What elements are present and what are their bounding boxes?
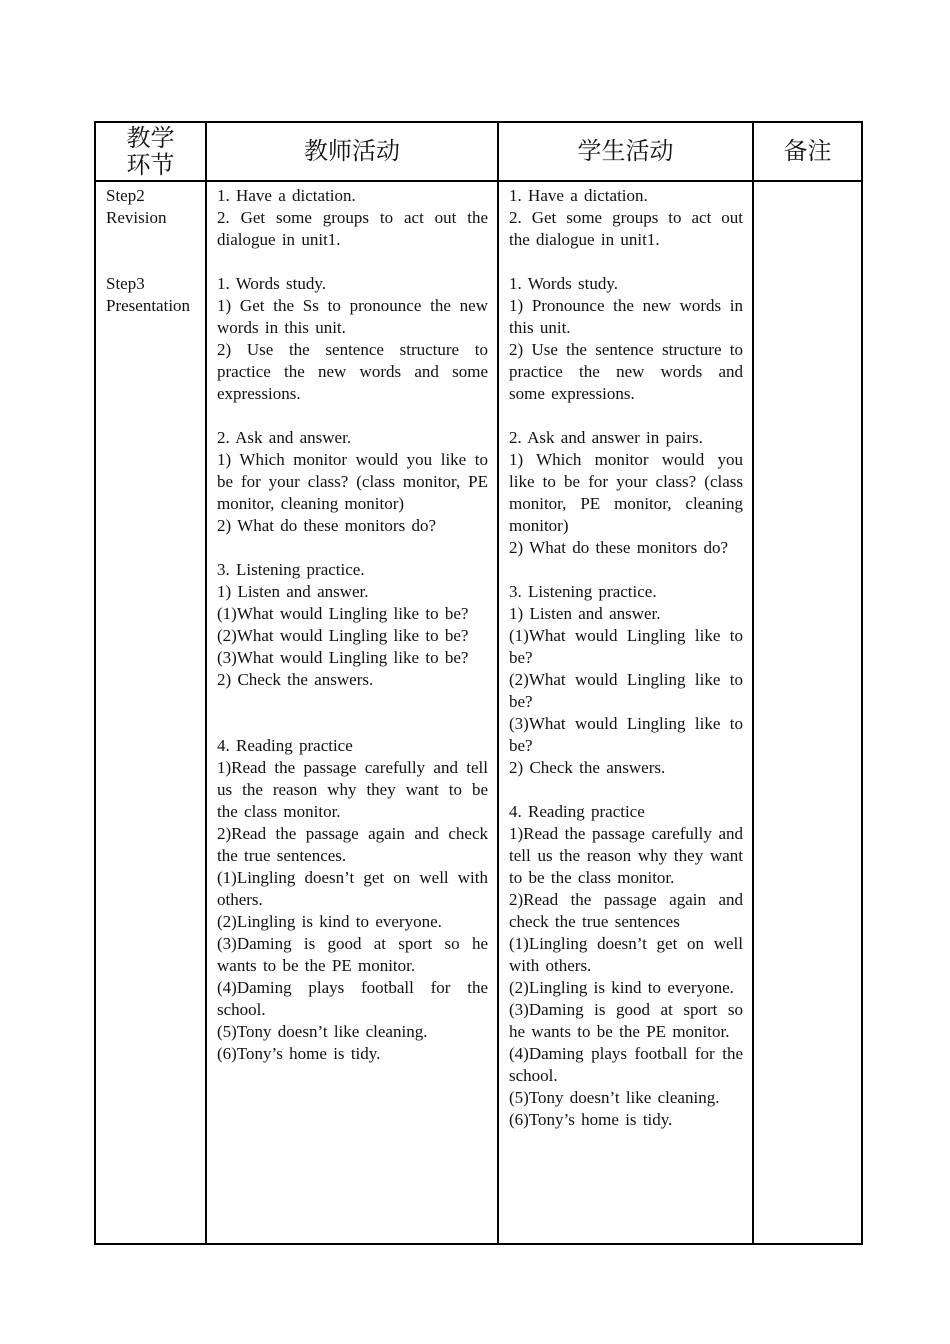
stage-step-label: Step2 bbox=[106, 186, 145, 205]
activity-section bbox=[217, 735, 488, 1065]
activity-line: 1. Have a dictation. bbox=[217, 186, 356, 205]
notes-cell bbox=[753, 181, 862, 1244]
teacher-activities-cell bbox=[206, 181, 498, 1244]
activity-line: 2. Ask and answer in pairs. bbox=[509, 428, 703, 447]
activity-line: 3. Listening practice. bbox=[217, 560, 365, 579]
activity-line: (4)Daming plays football for the school. bbox=[217, 978, 488, 1019]
lesson-plan-table bbox=[94, 121, 863, 1245]
table-header-row bbox=[95, 122, 862, 181]
activity-section bbox=[217, 273, 488, 405]
activity-section bbox=[509, 801, 743, 1131]
activity-line: 2) Check the answers. bbox=[217, 670, 374, 689]
activity-line: (2)What would Lingling like to be? bbox=[217, 626, 469, 645]
activity-line: (3)What would Lingling like to be? bbox=[509, 714, 743, 755]
activity-line: (2)What would Lingling like to be? bbox=[509, 670, 743, 711]
stage-name-label: Presentation bbox=[106, 296, 191, 315]
activity-line: 2) Use the sentence structure to practice the new words and some expressions. bbox=[217, 340, 488, 403]
activity-line: (2)Lingling is kind to everyone. bbox=[217, 912, 442, 931]
activity-line: (1)What would Lingling like to be? bbox=[217, 604, 469, 623]
activity-line: 1) Listen and answer. bbox=[217, 582, 369, 601]
activity-line: 1. Words study. bbox=[509, 274, 618, 293]
activity-line: (5)Tony doesn’t like cleaning. bbox=[217, 1022, 428, 1041]
activity-line: (1)What would Lingling like to be? bbox=[509, 626, 743, 667]
activity-line: 1) Get the Ss to pronounce the new words in this unit. bbox=[217, 296, 488, 337]
activity-section bbox=[509, 581, 743, 779]
header-student-activities: 学生活动 bbox=[498, 122, 753, 181]
activity-line: (1)Lingling doesn’t get on well with others. bbox=[509, 934, 743, 975]
activity-line: 3. Listening practice. bbox=[509, 582, 657, 601]
activity-line: (3)Daming is good at sport so he wants to be the PE monitor. bbox=[217, 934, 488, 975]
activity-line: (3)What would Lingling like to be? bbox=[217, 648, 469, 667]
activity-line: 2) What do these monitors do? bbox=[509, 538, 729, 557]
activity-line: 1. Have a dictation. bbox=[509, 186, 648, 205]
stage-step-label: Step3 bbox=[106, 274, 145, 293]
activity-line: 1) Which monitor would you like to be for your class? (class monitor, PE monitor, cleaning monitor) bbox=[509, 450, 743, 535]
stage-step3-presentation bbox=[106, 273, 196, 317]
activity-line: 4. Reading practice bbox=[509, 802, 645, 821]
activity-line: 2. Get some groups to act out the dialogue in unit1. bbox=[509, 208, 743, 249]
activity-line: 2)Read the passage again and check the true sentences bbox=[509, 890, 743, 931]
table-body-row bbox=[95, 181, 862, 1244]
activity-line: (1)Lingling doesn’t get on well with others. bbox=[217, 868, 488, 909]
stage-column-cell bbox=[95, 181, 206, 1244]
header-teacher-activities: 教师活动 bbox=[206, 122, 498, 181]
activity-line: (2)Lingling is kind to everyone. bbox=[509, 978, 734, 997]
activity-line: 1. Words study. bbox=[217, 274, 326, 293]
activity-line: 2. Ask and answer. bbox=[217, 428, 352, 447]
activity-section bbox=[509, 185, 743, 251]
activity-line: 1)Read the passage carefully and tell us the reason why they want to be the class monitor. bbox=[509, 824, 743, 887]
activity-line: 2) Check the answers. bbox=[509, 758, 666, 777]
activity-line: (5)Tony doesn’t like cleaning. bbox=[509, 1088, 720, 1107]
activity-line: 1)Read the passage carefully and tell us the reason why they want to be the class monitor. bbox=[217, 758, 488, 821]
activity-line: (4)Daming plays football for the school. bbox=[509, 1044, 743, 1085]
activity-section bbox=[509, 427, 743, 559]
activity-line: 1) Which monitor would you like to be for your class? (class monitor, PE monitor, cleaning monitor) bbox=[217, 450, 488, 513]
activity-line: 1) Listen and answer. bbox=[509, 604, 661, 623]
activity-line: (6)Tony’s home is tidy. bbox=[509, 1110, 673, 1129]
activity-section bbox=[217, 185, 488, 251]
activity-line: (3)Daming is good at sport so he wants to be the PE monitor. bbox=[509, 1000, 743, 1041]
activity-line: 4. Reading practice bbox=[217, 736, 353, 755]
student-activities-cell bbox=[498, 181, 753, 1244]
activity-section bbox=[217, 559, 488, 691]
activity-section bbox=[509, 273, 743, 405]
header-notes: 备注 bbox=[753, 122, 862, 181]
header-teaching-stage-label: 教学环节 bbox=[126, 124, 175, 179]
activity-line: (6)Tony’s home is tidy. bbox=[217, 1044, 381, 1063]
stage-name-label: Revision bbox=[106, 208, 167, 227]
header-teaching-stage bbox=[95, 122, 206, 181]
activity-line: 2) Use the sentence structure to practice the new words and some expressions. bbox=[509, 340, 743, 403]
activity-line: 2)Read the passage again and check the true sentences. bbox=[217, 824, 488, 865]
activity-line: 2. Get some groups to act out the dialogue in unit1. bbox=[217, 208, 488, 249]
activity-section bbox=[217, 427, 488, 537]
stage-step2-revision bbox=[106, 185, 196, 229]
activity-line: 1) Pronounce the new words in this unit. bbox=[509, 296, 743, 337]
activity-line: 2) What do these monitors do? bbox=[217, 516, 437, 535]
